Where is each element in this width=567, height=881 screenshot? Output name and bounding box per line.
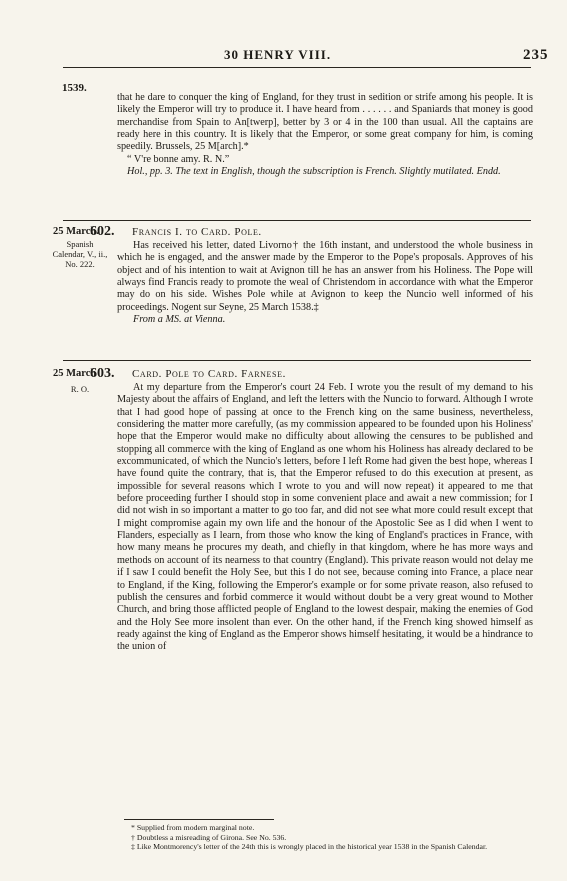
entry-602-margin-note: Spanish Calendar, V., ii., No. 222. — [52, 239, 108, 269]
continuation-block — [117, 92, 533, 178]
continuation-text: that he dare to conquer the king of England, for they trust in sedition or strife among his people. It is likely the Emperor will try to produce it. I have heard from . . . . . . and Spaniards that money is good merchandise from Spain to An[twerp], better by 3 or 4 in the 100 than usual. All the captains are ready here in this country. It is likely that the Emperor, or some great company for him, is coming speedily. Brussels, 25 M[arch].* — [117, 92, 533, 153]
header-rule — [63, 67, 531, 68]
footnote-rule — [124, 819, 274, 820]
year-marker: 1539. — [62, 82, 87, 94]
continuation-signoff: “ V're bonne amy. R. N.” — [127, 153, 230, 165]
footnote-3: ‡ Like Montmorency's letter of the 24th this is wrongly placed in the historical year 1538 in the Spanish Calendar. — [131, 842, 488, 852]
entry-603-number: 603. — [90, 366, 115, 381]
page-number: 235 — [523, 47, 549, 63]
footnote-2: † Doubtless a misreading of Girona. See No. 536. — [131, 832, 287, 842]
continuation-source: Hol., pp. 3. The text in English, though the subscription is French. Slightly mutilated. Endd. — [127, 166, 501, 178]
entry-602-date: 25 March. — [53, 226, 99, 237]
entry-separator — [63, 220, 531, 221]
entry-separator — [63, 360, 531, 361]
entry-603-text: At my departure from the Emperor's court 24 Feb. I wrote you the result of my demand to his Majesty about the affairs of England, and left the letters with the Nuncio to forward. Although I wrote that I had good hope of passing at once to the French king on the same business, nevertheless, considering the matter more carefully, (as my commission appeared to be founded upon his Holiness' hope that the Emperor would make no difficulty about allowing the censures to be published and stopping all commerce with the king of England as one whom his Holiness has already declared to be excommunicated, of which the Nuncio's letters, before I left Rome had given the best hope, whereas I have found quite the contrary, that is, that the Emperor refused to do this execution at present, as impossible for several reasons which I wrote to you and will now repeat) it appeared to me that before proceeding further I should stop in some convenient place and await a new commission; for I did not wish in so important a matter to go too far, and did not see what more could result except that I might compromise again my own life and the honour of the Apostolic See as I did when I went to Flanders, especially as I learn, from those who know the king of England's practices in France, with how many means he procures my death, and chiefly in that kingdom, where he has more ways and methods on account of its nearness to that country (England). This private reason would not delay me if I saw I could benefit the Holy See, but this I do not see, because coming into France, a place near to England, if the King, following the Emperor's example or for some private reason, also refused to publish the censures and forbid commerce it would without doubt be a very great wound to Mother Church, and bring those afflicted people of England to the lowest despair, making the enemies of God and the Holy See more insolent than ever. On the other hand, if the French king showed himself as ready against the king of England as the Emperor shows himself hesitating, it would be a hindrance to the union of — [117, 382, 533, 653]
running-title: 30 HENRY VIII. — [224, 47, 332, 62]
entry-603-margin-note: R. O. — [70, 384, 90, 394]
footnotes — [117, 823, 537, 852]
entry-603-body — [117, 382, 533, 654]
entry-602-text: Has received his letter, dated Livorno† the 16th instant, and understood the whole business in which he is engaged, and the answer made by the Emperor to the Pope's proposals. Approves of his object and of his intention to wait at Avignon till he has an answer from his Holiness. The Pope will always find Francis ready to promote the weal of Christendom in accordance with what the Emperor may do on his side. Wishes Pole while at Avignon to keep the Nuncio well informed of his proceedings. Nogent sur Seyne, 25 March 1538.‡ — [117, 240, 533, 313]
footnote-1: * Supplied from modern marginal note. — [131, 823, 255, 832]
entry-602-number: 602. — [90, 224, 115, 239]
entry-603-date: 25 March — [53, 368, 97, 379]
entry-602-body — [117, 240, 533, 326]
entry-603-title: Card. Pole to Card. Farnese. — [132, 368, 286, 380]
entry-602-source: From a MS. at Vienna. — [133, 314, 226, 326]
entry-602-title: Francis I. to Card. Pole. — [132, 226, 262, 238]
